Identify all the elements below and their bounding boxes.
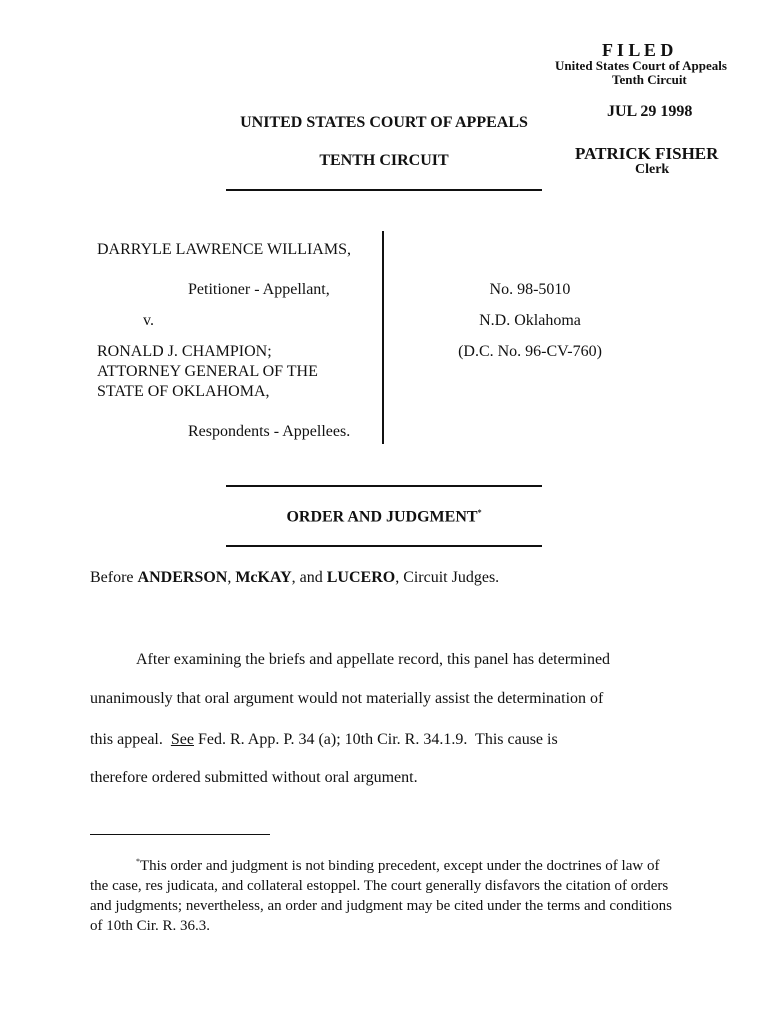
case-number: No. 98-5010 bbox=[489, 281, 571, 298]
header-rule bbox=[226, 189, 542, 191]
panel-sep-2: , and bbox=[291, 569, 327, 586]
filed-stamp-court: United States Court of Appeals bbox=[555, 58, 727, 73]
versus: v. bbox=[143, 312, 154, 329]
filed-stamp-circuit: Tenth Circuit bbox=[612, 72, 687, 87]
order-top-rule bbox=[226, 485, 542, 487]
district-court: N.D. Oklahoma bbox=[479, 312, 581, 329]
filed-stamp-clerk-title: Clerk bbox=[635, 162, 670, 177]
body-line-3 bbox=[90, 731, 558, 749]
panel-prefix: Before bbox=[90, 569, 138, 586]
body-line-3-start: this appeal. bbox=[90, 731, 171, 748]
respondent-line-3: STATE OF OKLAHOMA, bbox=[97, 383, 270, 400]
caption-divider bbox=[382, 231, 384, 444]
panel-line bbox=[90, 569, 499, 587]
order-footnote-marker: * bbox=[477, 508, 482, 517]
footnote-marker: * bbox=[136, 857, 140, 866]
petitioner-role: Petitioner - Appellant, bbox=[188, 281, 330, 298]
panel-suffix: , Circuit Judges. bbox=[395, 569, 500, 586]
filed-stamp-date: JUL 29 1998 bbox=[607, 103, 693, 120]
body-line-2: unanimously that oral argument would not materially assist the determination of bbox=[90, 690, 604, 707]
judge-mckay: McKAY bbox=[235, 569, 292, 586]
footnote-rule bbox=[90, 834, 270, 835]
filed-stamp-title: F I L E D bbox=[602, 40, 674, 60]
panel-sep-1: , bbox=[227, 569, 236, 586]
see-signal: See bbox=[170, 731, 194, 748]
footnote-text: This order and judgment is not binding precedent, except under the doctrines of law of the case, res judicata, and collateral estoppel. The court generally disfavors the citation of orders and judgments; nevertheless, an order and judgment may be cited under the terms and conditions of 10th Cir. R. 36.3. bbox=[90, 858, 672, 934]
judge-lucero: LUCERO bbox=[326, 569, 396, 586]
body-line-4: therefore ordered submitted without oral argument. bbox=[90, 769, 418, 786]
respondent-line-1: RONALD J. CHAMPION; bbox=[97, 343, 272, 360]
district-case-number: (D.C. No. 96-CV-760) bbox=[458, 343, 602, 360]
court-name: UNITED STATES COURT OF APPEALS bbox=[240, 114, 528, 131]
order-title-text: ORDER AND JUDGMENT bbox=[286, 508, 478, 526]
order-bottom-rule bbox=[226, 545, 542, 547]
order-title bbox=[226, 508, 542, 526]
respondent-role: Respondents - Appellees. bbox=[188, 423, 351, 440]
petitioner-name: DARRYLE LAWRENCE WILLIAMS, bbox=[97, 241, 351, 258]
filed-stamp-clerk-name: PATRICK FISHER bbox=[575, 144, 719, 163]
circuit-name: TENTH CIRCUIT bbox=[319, 152, 449, 169]
footnote bbox=[90, 852, 675, 936]
body-line-3-end: Fed. R. App. P. 34 (a); 10th Cir. R. 34.1.9. This cause is bbox=[193, 731, 558, 748]
body-line-1: After examining the briefs and appellate record, this panel has determined bbox=[136, 651, 611, 668]
respondent-line-2: ATTORNEY GENERAL OF THE bbox=[97, 363, 318, 380]
judge-anderson: ANDERSON bbox=[137, 569, 228, 586]
